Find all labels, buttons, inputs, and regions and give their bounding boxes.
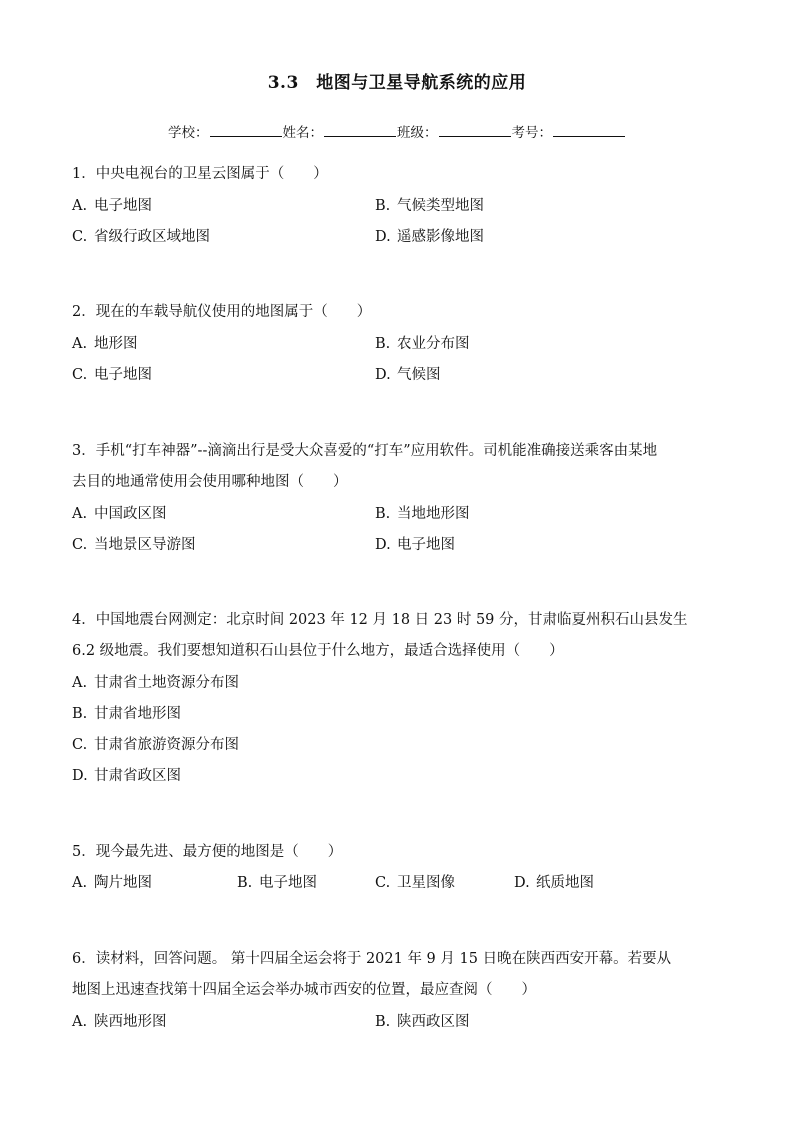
option-letter: B. [375,336,391,352]
option-text: 气候图 [397,367,441,383]
option-letter: C. [72,737,88,753]
option-text: 甘肃省政区图 [94,768,181,784]
option-text: 纸质地图 [536,875,594,891]
question-2-option-a[interactable] [72,334,138,354]
option-text: 甘肃省地形图 [94,706,181,722]
option-letter: A. [72,875,88,891]
question-1-option-a[interactable] [72,196,152,216]
question-5-stem: 5．现今最先进、最方便的地图是（ ） [72,844,343,860]
option-text: 甘肃省旅游资源分布图 [94,737,239,753]
question-1-option-c[interactable] [72,227,210,247]
question-3-option-a[interactable] [72,504,167,524]
school-blank[interactable] [210,124,282,137]
question-6-stem-line-2: 地图上迅速查找第十四届全运会举办城市西安的位置，最应查阅（ ） [72,982,536,998]
option-letter: D. [514,875,530,891]
question-3-option-d[interactable] [375,535,455,555]
option-letter: B. [375,198,391,214]
question-5-option-a[interactable] [72,873,152,893]
option-text: 当地地形图 [397,506,470,522]
question-5-option-d[interactable] [514,873,594,893]
option-letter: D. [375,367,391,383]
exam-number-label: 考号： [511,125,552,141]
question-5-option-c[interactable] [375,873,455,893]
option-letter: D. [72,768,88,784]
option-letter: A. [72,506,88,522]
question-6-stem-line-1: 6．读材料，回答问题。 第十四届全运会将于 2021 年 9 月 15 日晚在陕西西安开幕。若要从 [72,951,672,967]
question-5-option-b[interactable] [237,873,317,893]
option-text: 当地景区导游图 [94,537,196,553]
school-label: 学校： [168,125,209,141]
option-letter: B. [375,506,391,522]
option-letter: C. [375,875,391,891]
option-letter: B. [375,1014,391,1030]
option-letter: C. [72,229,88,245]
question-2-option-c[interactable] [72,365,152,385]
name-blank[interactable] [324,124,396,137]
option-text: 电子地图 [94,367,152,383]
page-title: 3.3 地图与卫星导航系统的应用 [267,73,527,93]
student-info-row [0,121,794,141]
option-letter: D. [375,229,391,245]
question-4-option-a[interactable] [72,673,239,693]
question-4-stem-line-2: 6.2 级地震。我们要想知道积石山县位于什么地方，最适合选择使用（ ） [72,643,564,659]
option-text: 地形图 [94,336,138,352]
question-2-stem: 2．现在的车载导航仪使用的地图属于（ ） [72,304,372,320]
option-text: 电子地图 [259,875,317,891]
question-4-option-d[interactable] [72,766,181,786]
question-3-option-c[interactable] [72,535,196,555]
option-text: 陕西政区图 [397,1014,470,1030]
option-letter: A. [72,198,88,214]
option-letter: D. [375,537,391,553]
exam-number-blank[interactable] [553,124,625,137]
question-4-stem-line-1: 4．中国地震台网测定：北京时间 2023 年 12 月 18 日 23 时 59 分，甘肃临夏州积石山县发生 [72,612,688,628]
question-6-option-a[interactable] [72,1012,167,1032]
question-6-option-b[interactable] [375,1012,470,1032]
option-letter: A. [72,336,88,352]
option-letter: A. [72,1014,88,1030]
question-1-option-d[interactable] [375,227,484,247]
question-3-stem-line-2: 去目的地通常使用会使用哪种地图（ ） [72,474,348,490]
question-1-option-b[interactable] [375,196,484,216]
question-3-stem-line-1: 3．手机“打车神器”--滴滴出行是受大众喜爱的“打车”应用软件。司机能准确接送乘客由某地 [72,443,658,459]
option-text: 陕西地形图 [94,1014,167,1030]
option-text: 陶片地图 [94,875,152,891]
question-2-option-b[interactable] [375,334,470,354]
option-text: 甘肃省土地资源分布图 [94,675,239,691]
option-text: 电子地图 [397,537,455,553]
question-3-option-b[interactable] [375,504,470,524]
name-label: 姓名： [282,125,323,141]
question-1-stem: 1．中央电视台的卫星云图属于（ ） [72,166,328,182]
option-letter: C. [72,537,88,553]
class-blank[interactable] [439,124,511,137]
class-label: 班级： [397,125,438,141]
option-text: 卫星图像 [397,875,455,891]
question-2-option-d[interactable] [375,365,441,385]
question-4-option-b[interactable] [72,704,181,724]
option-letter: B. [237,875,253,891]
option-letter: A. [72,675,88,691]
option-letter: C. [72,367,88,383]
option-text: 气候类型地图 [397,198,484,214]
option-text: 遥感影像地图 [397,229,484,245]
question-4-option-c[interactable] [72,735,239,755]
option-text: 中国政区图 [94,506,167,522]
option-letter: B. [72,706,88,722]
option-text: 省级行政区域地图 [94,229,210,245]
option-text: 电子地图 [94,198,152,214]
option-text: 农业分布图 [397,336,470,352]
